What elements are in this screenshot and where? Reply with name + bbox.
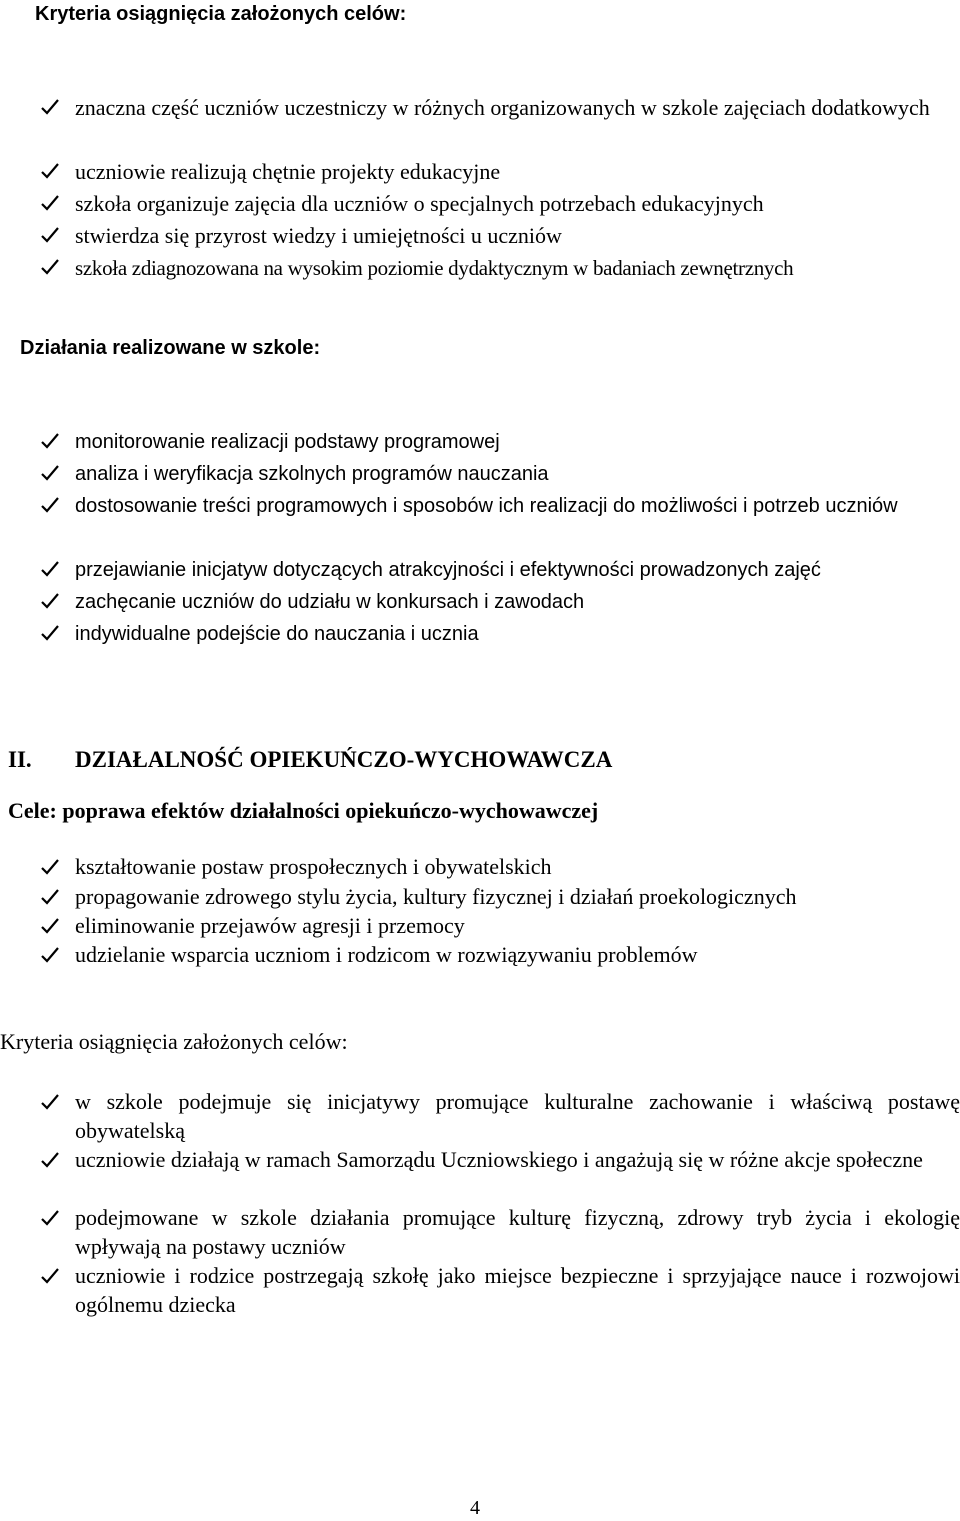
checkmark-icon — [40, 1092, 60, 1112]
section-number: II. — [8, 747, 32, 772]
checkmark-icon — [40, 945, 60, 965]
list-item-text: eliminowanie przejawów agresji i przemocy — [75, 913, 465, 938]
list-item-text: w szkole podejmuje się inicjatywy promujące kulturalne zachowanie i właściwą postawę obywatelską — [75, 1089, 960, 1143]
list-item-text: szkoła zdiagnozowana na wysokim poziomie dydaktycznym w badaniach zewnętrznych — [75, 256, 794, 280]
list-item-text: propagowanie zdrowego stylu życia, kultury fizycznej i działań proekologicznych — [75, 884, 797, 909]
list-item-text: udzielanie wsparcia uczniom i rodzicom w rozwiązywaniu problemów — [75, 942, 698, 967]
criteria-heading-2: Kryteria osiągnięcia założonych celów: — [0, 1029, 348, 1054]
checkmark-icon — [40, 1208, 60, 1228]
checkmark-icon — [40, 857, 60, 877]
checkmark-icon — [40, 1150, 60, 1170]
list-item-text: uczniowie realizują chętnie projekty edukacyjne — [75, 159, 501, 184]
list-item-text: znaczna część uczniów uczestniczy w różnych organizowanych w szkole zajęciach dodatkowych — [75, 95, 930, 120]
list-item-text: przejawianie inicjatyw dotyczących atrakcyjności i efektywności prowadzonych zajęć — [75, 559, 821, 581]
checkmark-icon — [40, 225, 60, 245]
checkmark-icon — [40, 257, 60, 277]
checkmark-icon — [40, 623, 60, 643]
checkmark-icon — [40, 887, 60, 907]
list-item-text: uczniowie i rodzice postrzegają szkołę jako miejsce bezpieczne i sprzyjające nauce i rozwojowi ogólnemu dziecka — [75, 1263, 960, 1317]
list-item-text: analiza i weryfikacja szkolnych programów nauczania — [75, 463, 549, 485]
checkmark-icon — [40, 916, 60, 936]
actions-heading: Działania realizowane w szkole: — [20, 337, 321, 359]
list-item-text: uczniowie działają w ramach Samorządu Uczniowskiego i angażują się w różne akcje społeczne — [75, 1147, 923, 1172]
checkmark-icon — [40, 463, 60, 483]
criteria-heading: Kryteria osiągnięcia założonych celów: — [35, 3, 407, 25]
checkmark-icon — [40, 431, 60, 451]
list-item-text: zachęcanie uczniów do udziału w konkursach i zawodach — [75, 591, 585, 613]
list-item-text: podejmowane w szkole działania promujące kulturę fizyczną, zdrowy tryb życia i ekologię wpływają na postawy uczniów — [75, 1205, 960, 1259]
list-item-text: stwierdza się przyrost wiedzy i umiejętności u uczniów — [75, 223, 562, 248]
checkmark-icon — [40, 193, 60, 213]
checkmark-icon — [40, 161, 60, 181]
checkmark-icon — [40, 591, 60, 611]
goals-heading: Cele: poprawa efektów działalności opiekuńczo-wychowawczej — [8, 798, 599, 823]
checkmark-icon — [40, 97, 60, 117]
list-item-text: szkoła organizuje zajęcia dla uczniów o specjalnych potrzebach edukacyjnych — [75, 191, 764, 216]
list-item-text: dostosowanie treści programowych i sposobów ich realizacji do możliwości i potrzeb uczniów — [75, 495, 898, 517]
section-title: DZIAŁALNOŚĆ OPIEKUŃCZO-WYCHOWAWCZA — [75, 747, 613, 772]
page-number: 4 — [470, 1497, 480, 1519]
checkmark-icon — [40, 559, 60, 579]
checkmark-icon — [40, 495, 60, 515]
checkmark-icon — [40, 1266, 60, 1286]
list-item-text: monitorowanie realizacji podstawy programowej — [75, 431, 500, 453]
list-item-text: kształtowanie postaw prospołecznych i obywatelskich — [75, 854, 552, 879]
list-item-text: indywidualne podejście do nauczania i ucznia — [75, 623, 479, 645]
